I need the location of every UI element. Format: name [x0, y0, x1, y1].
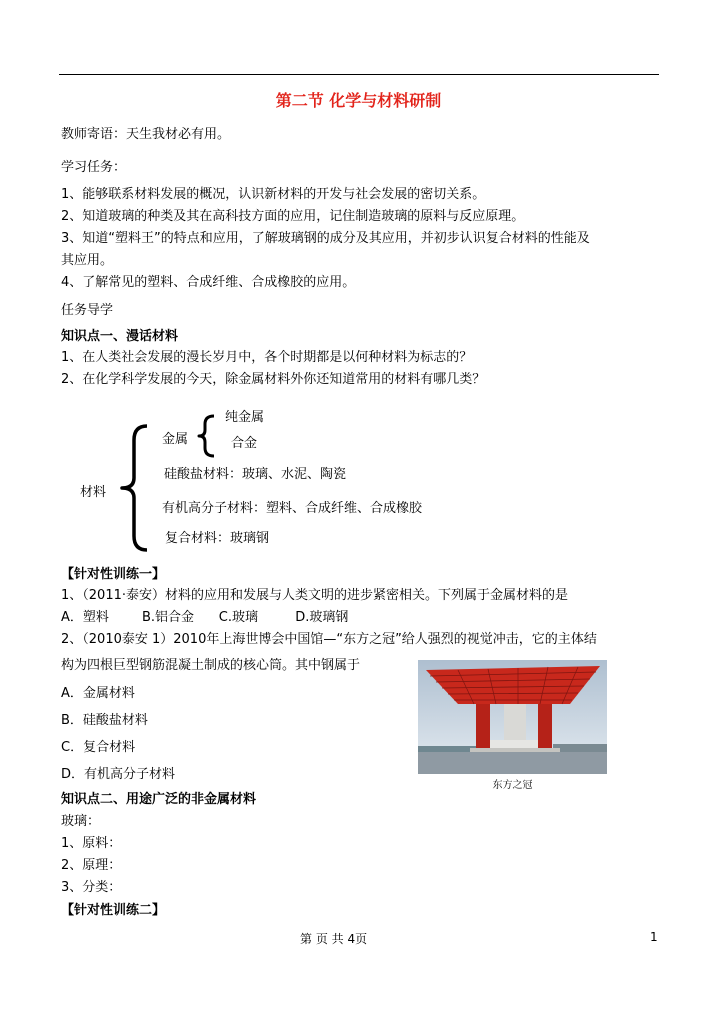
page-title: 第二节 化学与材料研制 [275, 91, 442, 110]
diagram-alloy: 合金 [231, 436, 258, 451]
diagram-composite: 复合材料：玻璃钢 [165, 531, 270, 546]
glass-item: 3、分类： [61, 880, 122, 895]
china-pavilion-photo [418, 660, 607, 774]
exercise1-question1-options: A．塑料 B.铝合金 C.玻璃 D.玻璃钢 [61, 610, 349, 625]
guide-label: 任务导学 [61, 303, 114, 318]
tasks-heading: 学习任务： [61, 160, 127, 175]
exercise1-heading: 【针对性训练一】 [61, 567, 166, 582]
task-item: 3、知道“塑料王”的特点和应用，了解玻璃钢的成分及其应用，并初步认识复合材料的性能及 [61, 231, 590, 246]
section1-question: 1、在人类社会发展的漫长岁月中，各个时期都是以何种材料为标志的？ [61, 350, 473, 365]
exercise2-heading: 【针对性训练二】 [61, 903, 166, 918]
page-number: 1 [650, 930, 658, 944]
diagram-root: 材料 [80, 485, 107, 500]
exercise1-question2-cont: 构为四根巨型钢筋混凝土制成的核心筒。其中钢属于 [61, 658, 361, 673]
diagram-pure-metal: 纯金属 [225, 410, 265, 425]
exercise1-question2: 2、（2010泰安 1）2010年上海世博会中国馆—“东方之冠”给人强烈的视觉冲击，它的主体结 [61, 632, 597, 647]
section1-question: 2、在化学科学发展的今天，除金属材料外你还知道常用的材料有哪几类？ [61, 372, 486, 387]
task-item: 其应用。 [61, 253, 114, 268]
glass-label: 玻璃： [61, 814, 101, 829]
section1-heading: 知识点一、漫话材料 [61, 329, 179, 344]
footer-page-text: 第 页 共 4页 [300, 932, 368, 946]
diagram-polymer: 有机高分子材料：塑料、合成纤维、合成橡胶 [162, 501, 423, 516]
section2-heading: 知识点二、用途广泛的非金属材料 [61, 792, 257, 807]
glass-item: 2、原理： [61, 858, 122, 873]
answer-option: A．金属材料 [61, 686, 135, 701]
answer-option: C．复合材料 [61, 740, 136, 755]
teacher-message: 教师寄语：天生我材必有用。 [61, 127, 231, 142]
task-item: 1、能够联系材料发展的概况，认识新材料的开发与社会发展的密切关系。 [61, 187, 486, 202]
photo-caption: 东方之冠 [492, 780, 533, 791]
task-item: 2、知道玻璃的种类及其在高科技方面的应用，记住制造玻璃的原料与反应原理。 [61, 209, 525, 224]
answer-option: B．硅酸盐材料 [61, 713, 148, 728]
diagram-metal: 金属 [162, 432, 189, 447]
diagram-silicate: 硅酸盐材料：玻璃、水泥、陶瓷 [164, 467, 347, 482]
answer-option: D．有机高分子材料 [61, 767, 176, 782]
exercise1-question1: 1、（2011·泰安）材料的应用和发展与人类文明的进步紧密相关。下列属于金属材料的是 [61, 588, 568, 603]
task-item: 4、了解常见的塑料、合成纤维、合成橡胶的应用。 [61, 275, 356, 290]
glass-item: 1、原料： [61, 836, 122, 851]
